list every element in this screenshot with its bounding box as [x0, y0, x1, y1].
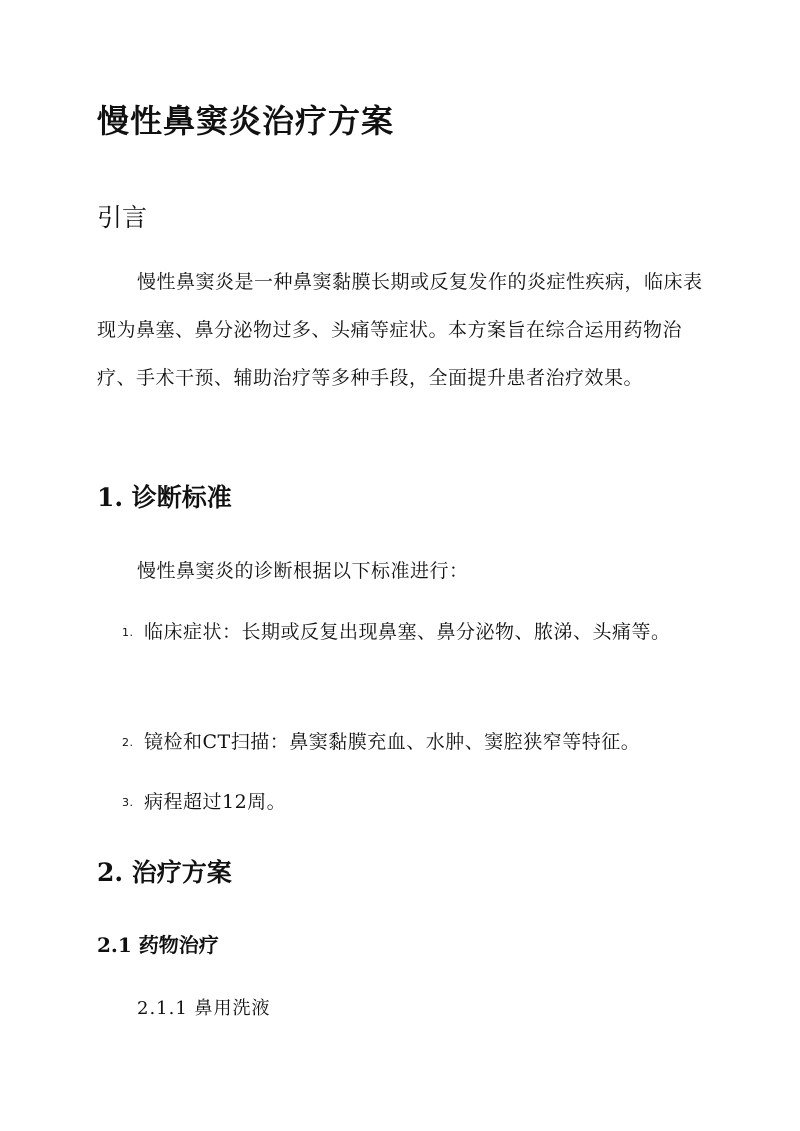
- list-item-text: 病程超过12周。: [144, 791, 287, 813]
- list-item: [122, 775, 702, 830]
- list-item-text: 临床症状：长期或反复出现鼻塞、鼻分泌物、脓涕、头痛等。: [144, 621, 671, 643]
- list-item-number: 1.: [122, 626, 134, 639]
- section-2-1-heading: 2.1 药物治疗: [97, 933, 219, 957]
- section-1-heading: 1. 诊断标准: [97, 483, 232, 512]
- section-2-heading: 2. 治疗方案: [97, 858, 232, 887]
- list-item: [122, 715, 702, 770]
- intro-heading: 引言: [97, 203, 148, 232]
- list-item: [122, 605, 702, 660]
- intro-paragraph: 慢性鼻窦炎是一种鼻窦黏膜长期或反复发作的炎症性疾病，临床表现为鼻塞、鼻分泌物过多、头痛等症状。本方案旨在综合运用药物治疗、手术干预、辅助治疗等多种手段，全面提升患者治疗效果。: [97, 271, 703, 389]
- section-1-lead: 慢性鼻窦炎的诊断根据以下标准进行：: [137, 560, 469, 582]
- list-item-number: 2.: [122, 736, 134, 749]
- list-item-number: 3.: [122, 796, 134, 809]
- section-2-1-1-heading: 2.1.1 鼻用洗液: [137, 998, 271, 1019]
- document-title: 慢性鼻窦炎治疗方案: [97, 102, 395, 140]
- list-item-text: 镜检和CT扫描：鼻窦黏膜充血、水肿、窦腔狭窄等特征。: [144, 731, 641, 753]
